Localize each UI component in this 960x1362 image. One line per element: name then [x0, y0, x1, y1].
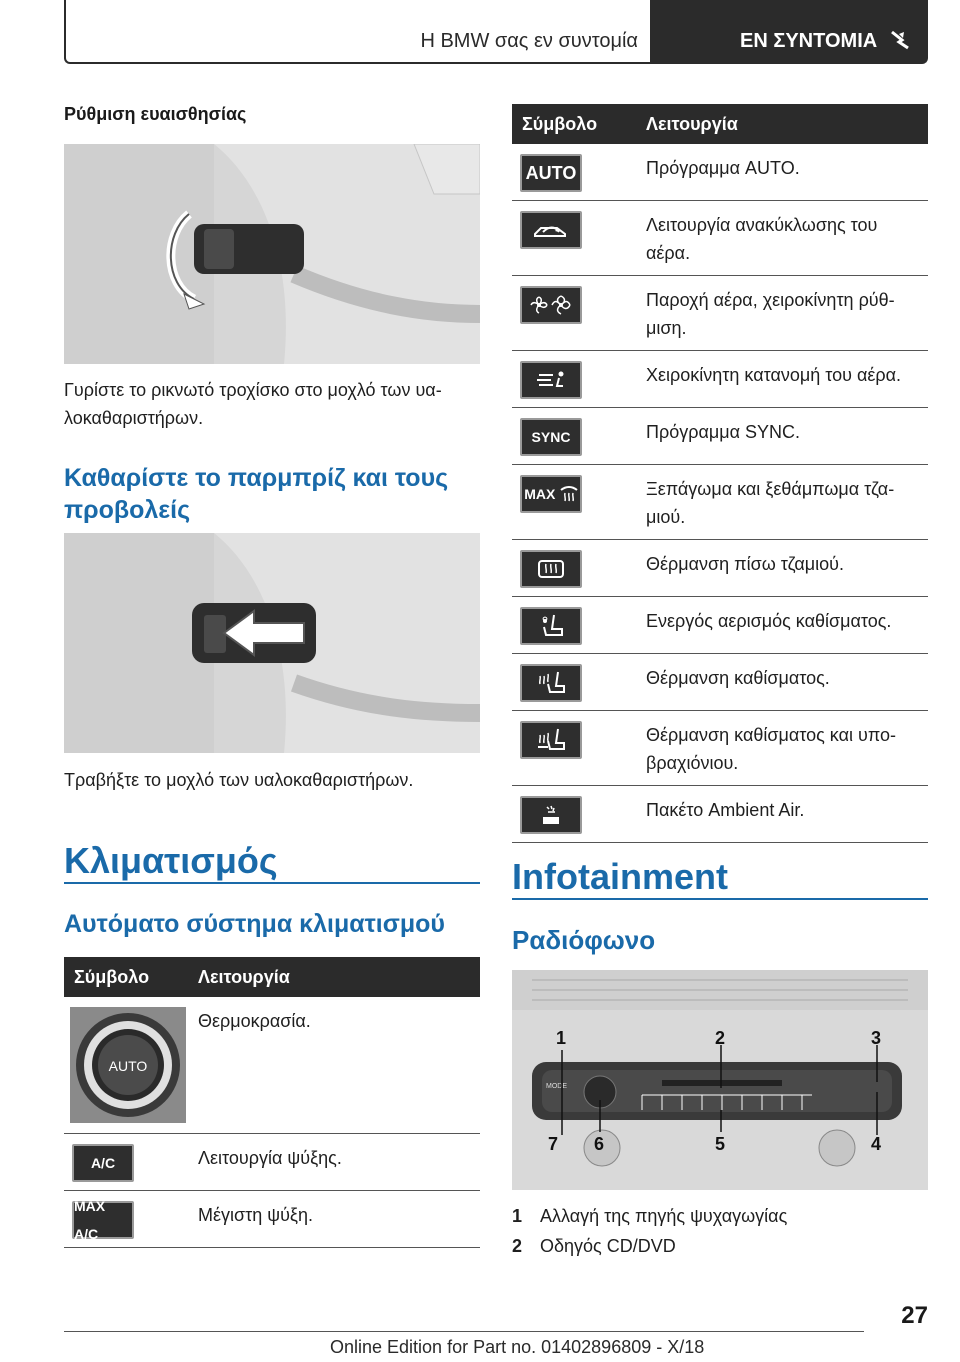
- wiper-lever-photo: [64, 533, 480, 753]
- table-row: [512, 786, 928, 843]
- recirculation-icon: [520, 211, 582, 249]
- clean-caption: Τραβήξτε το μοχλό των υαλοκαθαριστήρων.: [64, 770, 414, 790]
- radio-mode-label: MODE: [546, 1083, 567, 1090]
- row-text: Λειτουργία ψύξης.: [190, 1134, 480, 1191]
- row-text: Πρόγραμμα AUTO.: [638, 144, 928, 201]
- row-text: Ενεργός αερισμός καθίσματος.: [638, 597, 928, 654]
- callout-2: 2: [715, 1028, 726, 1048]
- auto-button-icon: AUTO: [520, 154, 582, 192]
- air-distribution-icon: [520, 361, 582, 399]
- ambient-air-icon: [520, 796, 582, 834]
- sensitivity-heading: Ρύθμιση ευαισθησίας: [64, 104, 247, 124]
- header-breadcrumb[interactable]: Η BMW σας εν συντομία: [420, 30, 638, 52]
- svg-text:AUTO: AUTO: [108, 1058, 148, 1074]
- footer-edition: Online Edition for Part no. 01402896809 - X/18: [330, 1337, 705, 1357]
- header-breadcrumb-box: [64, 0, 650, 64]
- row-text: Πρόγραμμα SYNC.: [638, 408, 928, 465]
- radio-panel-photo: [512, 970, 928, 1190]
- table-row: [64, 1134, 480, 1191]
- wiper-wheel-photo: [64, 144, 480, 364]
- seat-armrest-heating-icon: [520, 721, 582, 759]
- legend-number: 1: [512, 1206, 523, 1226]
- table-row: [512, 144, 928, 201]
- climate-title: Κλιματισμός: [64, 840, 278, 881]
- left-column: [64, 104, 480, 125]
- footer-rule: [64, 1331, 864, 1332]
- callout-7: 7: [548, 1134, 559, 1154]
- fan-icon: [520, 286, 582, 324]
- col-function-header: Λειτουργία: [638, 104, 928, 144]
- sync-button-icon: SYNC: [520, 418, 582, 456]
- row-text: Πακέτο Ambient Air.: [638, 786, 928, 843]
- header-section-title: ΕΝ ΣΥΝΤΟΜΙΑ: [740, 30, 878, 52]
- radio-title: Ραδιόφωνο: [512, 925, 656, 955]
- infotainment-title: Infotainment: [512, 856, 728, 897]
- max-defrost-icon: [520, 475, 582, 513]
- table-row: [512, 408, 928, 465]
- callout-4: 4: [871, 1134, 882, 1154]
- row-text: Παροχή αέρα, χειροκίνητη ρύθμιση.: [638, 276, 928, 351]
- table-row: [512, 597, 928, 654]
- max-defrost-label: MAX: [524, 486, 556, 502]
- col-function-header: Λειτουργία: [190, 957, 480, 997]
- legend-text: Οδηγός CD/DVD: [540, 1236, 676, 1256]
- legend-text: Αλλαγή της πηγής ψυχαγωγίας: [540, 1206, 788, 1226]
- row-text: Χειροκίνητη κατανομή του αέρα.: [638, 351, 928, 408]
- callout-5: 5: [715, 1134, 726, 1154]
- table-row: [512, 351, 928, 408]
- legend-item: [512, 1236, 676, 1257]
- callout-6: 6: [594, 1134, 605, 1154]
- row-text: Θέρμανση καθίσματος και υποβραχιόνιου.: [638, 711, 928, 786]
- row-text: Θέρμανση καθίσματος.: [638, 654, 928, 711]
- auto-climate-title: Αυτόματο σύστημα κλιματισμού: [64, 910, 445, 938]
- infotainment-title-rule: [512, 898, 928, 900]
- ac-button-icon: A/C: [72, 1144, 134, 1182]
- legend-number: 2: [512, 1236, 523, 1256]
- page-number: 27: [901, 1302, 928, 1329]
- sensitivity-caption: Γυρίστε το ρικνωτό τροχίσκο στο μοχλό των υαλοκαθαριστήρων.: [64, 380, 442, 428]
- max-ac-button-icon: MAX A/C: [72, 1201, 134, 1239]
- table-row: [512, 654, 928, 711]
- callout-1: 1: [556, 1028, 567, 1048]
- clean-windshield-heading: Καθαρίστε το παρμπρίζ και τους προβολείς: [64, 464, 449, 524]
- col-symbol-header: Σύμβολο: [512, 104, 638, 144]
- seat-ventilation-icon: [520, 607, 582, 645]
- callout-3: 3: [871, 1028, 882, 1048]
- legend-item: [512, 1206, 787, 1227]
- table-row: [512, 711, 928, 786]
- table-row: [512, 540, 928, 597]
- climate-symbol-table: [64, 957, 480, 1248]
- table-row: [512, 465, 928, 540]
- seat-heating-icon: [520, 664, 582, 702]
- header-section-box[interactable]: [650, 0, 928, 64]
- table-row: [512, 276, 928, 351]
- climate-symbol-table-2: [512, 104, 928, 843]
- table-row: [64, 997, 480, 1134]
- row-text: Θερμοκρασία.: [190, 997, 480, 1134]
- quick-reference-icon: [888, 28, 914, 50]
- table-row: [64, 1191, 480, 1248]
- row-text: Ξεπάγωμα και ξεθάμπωμα τζαμιού.: [638, 465, 928, 540]
- col-symbol-header: Σύμβολο: [64, 957, 190, 997]
- temperature-knob-icon: [70, 1007, 186, 1123]
- table-row: [512, 201, 928, 276]
- rear-window-heating-icon: [520, 550, 582, 588]
- row-text: Μέγιστη ψύξη.: [190, 1191, 480, 1248]
- climate-title-rule: [64, 882, 480, 884]
- row-text: Λειτουργία ανακύκλωσης του αέρα.: [638, 201, 928, 276]
- row-text: Θέρμανση πίσω τζαμιού.: [638, 540, 928, 597]
